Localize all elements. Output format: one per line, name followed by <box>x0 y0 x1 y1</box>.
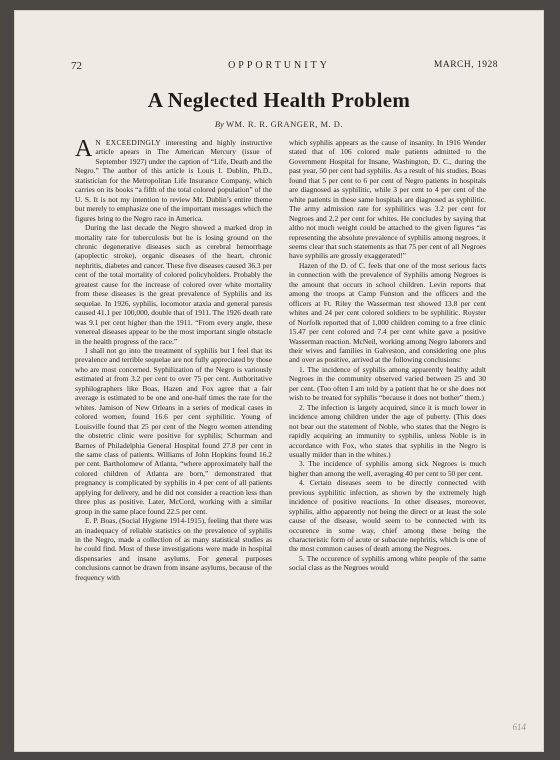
paragraph <box>75 138 272 223</box>
author-name: WM. R. R. GRANGER, M. D. <box>226 119 344 129</box>
paragraph <box>289 261 486 365</box>
byline <box>14 119 544 129</box>
paragraph <box>75 223 272 346</box>
byline-prefix: By <box>214 119 224 129</box>
magazine-page <box>14 10 544 752</box>
article-title: A Neglected Health Problem <box>147 88 411 112</box>
paragraph-text: 3. The incidence of syphilis among sick Negroes is much higher than among the well, averaging 40 per cent to 50 per cent. <box>289 459 486 478</box>
paragraph-text: E. P. Boas, (Social Hygiene 1914-1915), feeling that there was an inadequacy of reliable statistics on the prevalence of syphilis in the Negro, made a collection of as many statistical studies as he could find. Most of these investigations were made in hospital dispensaries and insane asylums. For general purposes conclusions cannot be drawn from insane asylums, because of the frequency with <box>75 516 272 582</box>
paragraph-text: 1. The incidence of syphilis among apparently healthy adult Negroes in the community observed varied between 25 and 30 per cent. (Too often I am told by a patient that he or she does not wish to be treated for syphilis “because it does not bother” them.) <box>289 364 486 403</box>
paragraph <box>289 478 486 554</box>
paragraph-text: 2. The infection is largely acquired, since it is much lower in incidence among children under the age of puberty. (This does not bear out the statement of Noble, who states that the Negro is rapidly acquiring an immunity to syphilis, unless Noble is in accordance with Fox, who states that syphilis in the Negro is usually milder than in the whites.) <box>289 402 486 459</box>
right-column <box>289 138 486 730</box>
paragraph <box>289 138 486 261</box>
drop-cap: A <box>75 138 93 162</box>
paragraph-text: which syphilis appears as the cause of insanity. In 1916 Wender stated that of 106 colored male patients admitted to the Government Hospital for Insane, Washington, D. C., during the past year, 50 per cent had syphilis. As a result of his studies, Boas found that 5 per cent to 6 per cent of Negro patients in hospitals are diagnosed as syphilitic, while 3 per cent to 4 per cent of the white patients in these same hospitals are diagnosed as syphilitic. The army admission rate for syphilitics was 3.2 per cent for Negroes and 2.2 per cent for whites. He concludes by saying that altho not much weight could be attached to the given figures “as representing the absolute prevalence of syphilis among negroes, it seems clear that such statements as that 75 per cent of all Negroes have syphilis are grossly exaggerated!” <box>289 138 486 261</box>
lead-in: N EXCEEDINGLY <box>95 138 161 147</box>
paragraph-text: 4. Certain diseases seem to be directly connected with previous syphilitic infection, as shown by the extremely high incidence of positive reactions. In other diseases, moreover, syphilis, altho apparently not being the direct or at least the sole cause of the disease, would seem to be connected with its occurence in some way, chief among these being the characteristic form of acute or subacute nephritis, which is one of the most common causes of death among the Negroes. <box>289 478 486 554</box>
page-number: 72 <box>71 60 82 72</box>
journal-name: OPPORTUNITY <box>228 60 330 71</box>
paragraph <box>289 403 486 460</box>
paragraph <box>289 554 486 573</box>
paragraph <box>289 365 486 403</box>
paragraph <box>75 346 272 516</box>
paragraph-text: interesting and highly instructive article apears in The American Mercury (issue of September 1927) under the caption of “Life, Death and the Negro.” The author of this article is Louis I. Dublin, Ph.D., statistician for the Metropolitan Life Insurance Company, which carries on its books “a fifth of the total colored population” of the U. S. It is not my intention to review Mr. Dublin’s entire theme but merely to emphasize one of the important messages which the figures bring to the Negro race in America. <box>75 138 272 223</box>
paragraph-text: 5. The occurence of syphilis among white people of the same social class as the Negroes would <box>289 553 486 573</box>
issue-date: MARCH, 1928 <box>433 60 498 70</box>
pencil-mark: 614 <box>512 722 526 732</box>
left-column <box>75 138 272 730</box>
running-header <box>14 60 544 74</box>
paragraph <box>75 516 272 582</box>
paragraph-text: Hazen of the D. of C. feels that one of the most serious facts in connection with the prevalence of Syphilis among Negroes is the amount that occurs in school children. Levin reports that among the troops at Camp Funston and the officers and the officers at Ft. Riley the Wasserman test showed 13.8 per cent whites and 24 per cent colored soldiers to be syphilitic. Royster of Norfolk reported that of 1,000 children coming to a free clinic 15.47 per cent colored and 7.4 per cent white gave a positive Wasserman reaction. McNeil, working among Negro laborers and their wives and families in Galveston, and considering one plus and over as positive, arrived at the following conclusions: <box>289 260 486 365</box>
paragraph-text: I shall not go into the treatment of syphilis but I feel that its prevalence and terrible sequelae are not fully appreciated by those who are most concerned. Syphilization of the Negro is variously estimated at from 3.2 per cent to over 75 per cent. Authoritative syphilographers like Boas, Hazen and Fox agree that a fair average is estimated to be one and one-half times the rate for the whites. Jamison of New Orleans in a series of medical cases in colored women, found 16.6 per cent syphilitic. Young of Louisville found that 25 per cent of the Negro women attending the obstetric clinic were positive for syphilis; Schurman and Barnes of Philadelphia General Hospital found 27.8 per cent in the same class of patients. Williams of John Hopkins found 16.2 per cent. Bartholomew of Atlanta, “where approximately half the colored children of Atlanta are born,” demonstrated that pregnancy is complicated by syphilis in 4 per cent of all patients applying for delivery, and he did not consider a reaction less than three plus as positive. Later, McCord, working with a similar group in the same place found 22.5 per cent. <box>75 345 272 516</box>
paragraph-text: During the last decade the Negro showed a marked drop in mortality rate for tuberculosis but he is losing ground on the chronic degenerative diseases such as cerebral hemorrhage (apoplectic stroke), organic diseases of the heart, chronic nephritis, diabetes and cancer. These five diseases caused 36.3 per cent of the total mortality of colored policyholders. Probably the greatest cause for the increase of colored over white mortality from these diseases is the great prevalence of Syphilis and its sequelae. In 1926, syphilis, locomotor ataxia and general paresis caused 41.1 per 100,000, double that of 1911. The 1926 death rate was 9.1 per cent higher than the 1911. “From every angle, these venereal diseases appear to be the most important single obstacle in the health progress of the race.” <box>75 223 272 346</box>
paragraph <box>289 459 486 478</box>
